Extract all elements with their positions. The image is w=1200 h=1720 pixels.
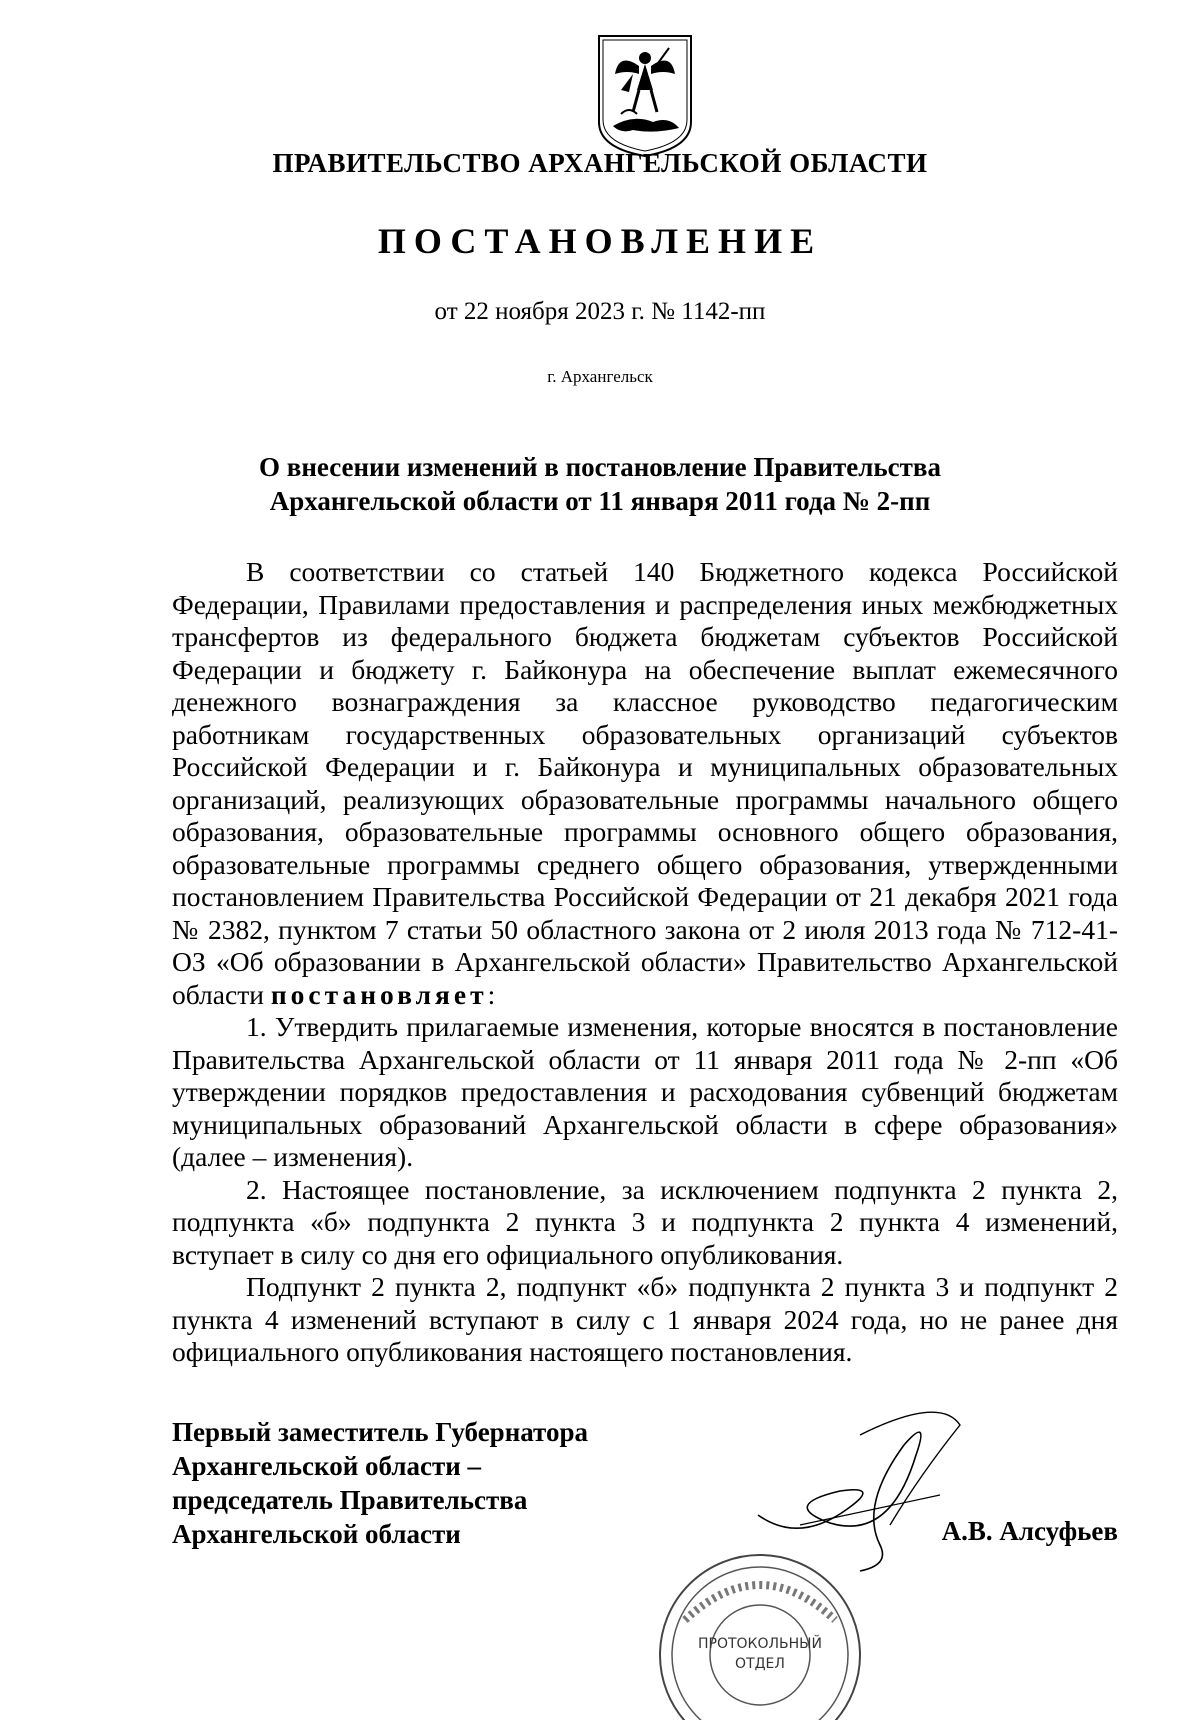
item-2-paragraph: 2. Настоящее постановление, за исключением подпункта 2 пункта 2, подпункта «б» подпункта 2 пункта 3 и подпункта 2 пункта 4 изменений, вступает в силу со дня его официального опубликования. [172, 1173, 1118, 1270]
organization-title: ПРАВИТЕЛЬСТВО АРХАНГЕЛЬСКОЙ ОБЛАСТИ [272, 148, 928, 178]
document-body [172, 556, 1118, 1369]
document-date-number: от 22 ноября 2023 г. № 1142-пп [434, 298, 766, 325]
signatory-name: А.В. Алсуфьев [941, 1516, 1118, 1546]
item-1-paragraph: 1. Утвердить прилагаемые изменения, которые вносятся в постановление Правительства Архангельской области от 11 января 2011 года № 2-пп «Об утверждении порядков предоставления и расходования субвенций бюджетам муниципальных образований Архангельской области в сфере образования» (далее – изменения). [172, 1011, 1118, 1172]
coat-of-arms-emblem [593, 30, 697, 160]
signatory-position-line-2: Архангельской области – [172, 1451, 482, 1481]
decree-colon: : [487, 978, 496, 1010]
subject-line-2: Архангельской области от 11 января 2011 года № 2-пп [269, 486, 931, 516]
subject-line-1: О внесении изменений в постановление Правительства [259, 452, 941, 482]
document-type-title: ПОСТАНОВЛЕНИЕ [377, 221, 823, 261]
stamp-center-line-1: ПРОТОКОЛЬНЫЙ [697, 1636, 823, 1652]
decree-word: постановляет [270, 978, 488, 1010]
signatory-position-line-4: Архангельской области [172, 1519, 461, 1549]
signatory-position [172, 1415, 588, 1551]
preamble-text: В соответствии со статьей 140 Бюджетного кодекса Российской Федерации, Правилами предоставления и распределения иных межбюджетных трансфертов из федерального бюджета бюджетам субъектов Российской Федерации и бюджету г. Байконура на обеспечение выплат ежемесячного денежного вознаграждения за классное руководство педагогическим работникам государственных образовательных организаций субъектов Российской Федерации и г. Байконура и муниципальных образовательных организаций, реализующих образовательные программы начального общего образования, образовательные программы основного общего образования, образовательные программы среднего общего образования, утвержденными постановлением Правительства Российской Федерации от 21 декабря 2021 года № 2382, пунктом 7 статьи 50 областного закона от 2 июля 2013 года № 712-41-ОЗ «Об образовании в Архангельской области» Правительство Архангельской области [172, 556, 1118, 1010]
preamble-paragraph [172, 556, 1118, 1011]
stamp-center-line-2: ОТДЕЛ [735, 1656, 785, 1672]
handwritten-signature [740, 1395, 980, 1575]
document-place: г. Архангельск [547, 367, 653, 386]
document-subject [0, 450, 1200, 518]
signatory-position-line-1: Первый заместитель Губернатора [172, 1417, 588, 1447]
signatory-position-line-3: председатель Правительства [172, 1485, 528, 1515]
item-3-paragraph: Подпункт 2 пункта 2, подпункт «б» подпункта 2 пункта 3 и подпункт 2 пункта 4 изменений вступают в силу с 1 января 2024 года, но не ранее дня официального опубликования настоящего постановления. [172, 1271, 1118, 1367]
